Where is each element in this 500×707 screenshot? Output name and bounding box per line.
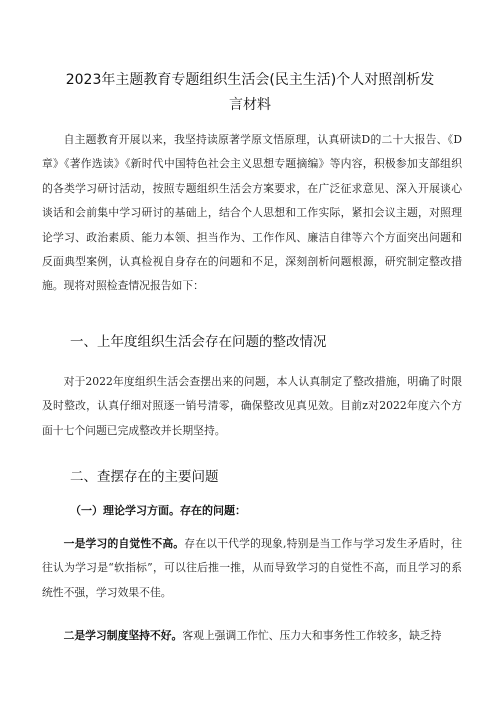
section1-heading: 一、上年度组织生活会存在问题的整改情况	[70, 334, 327, 350]
section1-paragraph: 对于2022年度组织生活会查摆出来的问题，本人认真制定了整改措施，明确了时限及时整改，认真仔细对照逐一销号清零，确保整改见真见效。目前z对2022年度六个方面十七个问题已完成整改并长期坚持。	[42, 375, 462, 437]
point2-paragraph	[42, 624, 462, 648]
subsection1-heading: （一）理论学习方面。存在的问题：	[70, 504, 246, 517]
intro-paragraph: 自主题教育开展以来，我坚持读原著学原文悟原理，认真研读D的二十大报告、《D章》《著作选读》《新时代中国特色社会主义思想专题摘编》等内容，积极参加支部组织的各类学习研讨活动，按照专题组织生活会方案要求，在广泛征求意见、深入开展谈心谈话和会前集中学习研讨的基础上，结合个人思想和工作实际，紧扣会议主题，对照理论学习、政治素质、能力本领、担当作为、工作作风、廉洁自律等六个方面突出问题和反面典型案例，认真检视自身存在的问题和不足，深刻剖析问题根源，研究制定整改措施。现将对照检查情况报告如下：	[42, 133, 462, 293]
point1-text: 存在以干代学的现象,特别是当工作与学习发生矛盾时，往往认为学习是“软指标”，可以往后推一推，从而导致学习的自觉性不高，而且学习的系统性不强，学习效果不佳。	[42, 537, 462, 599]
point1-lead: 一是学习的自觉性不高。	[63, 537, 185, 550]
section2-heading: 二、查摆存在的主要问题	[70, 469, 219, 485]
point2-text: 客观上强调工作忙、压力大和事务性工作较多，缺乏持	[182, 629, 442, 642]
document-title-line2: 言材料	[229, 97, 271, 113]
point2-lead: 二是学习制度坚持不好。	[63, 629, 183, 642]
document-title-line1: 2023年主题教育专题组织生活会(民主生活)个人对照剖析发	[65, 72, 435, 88]
point1-paragraph	[42, 532, 462, 605]
